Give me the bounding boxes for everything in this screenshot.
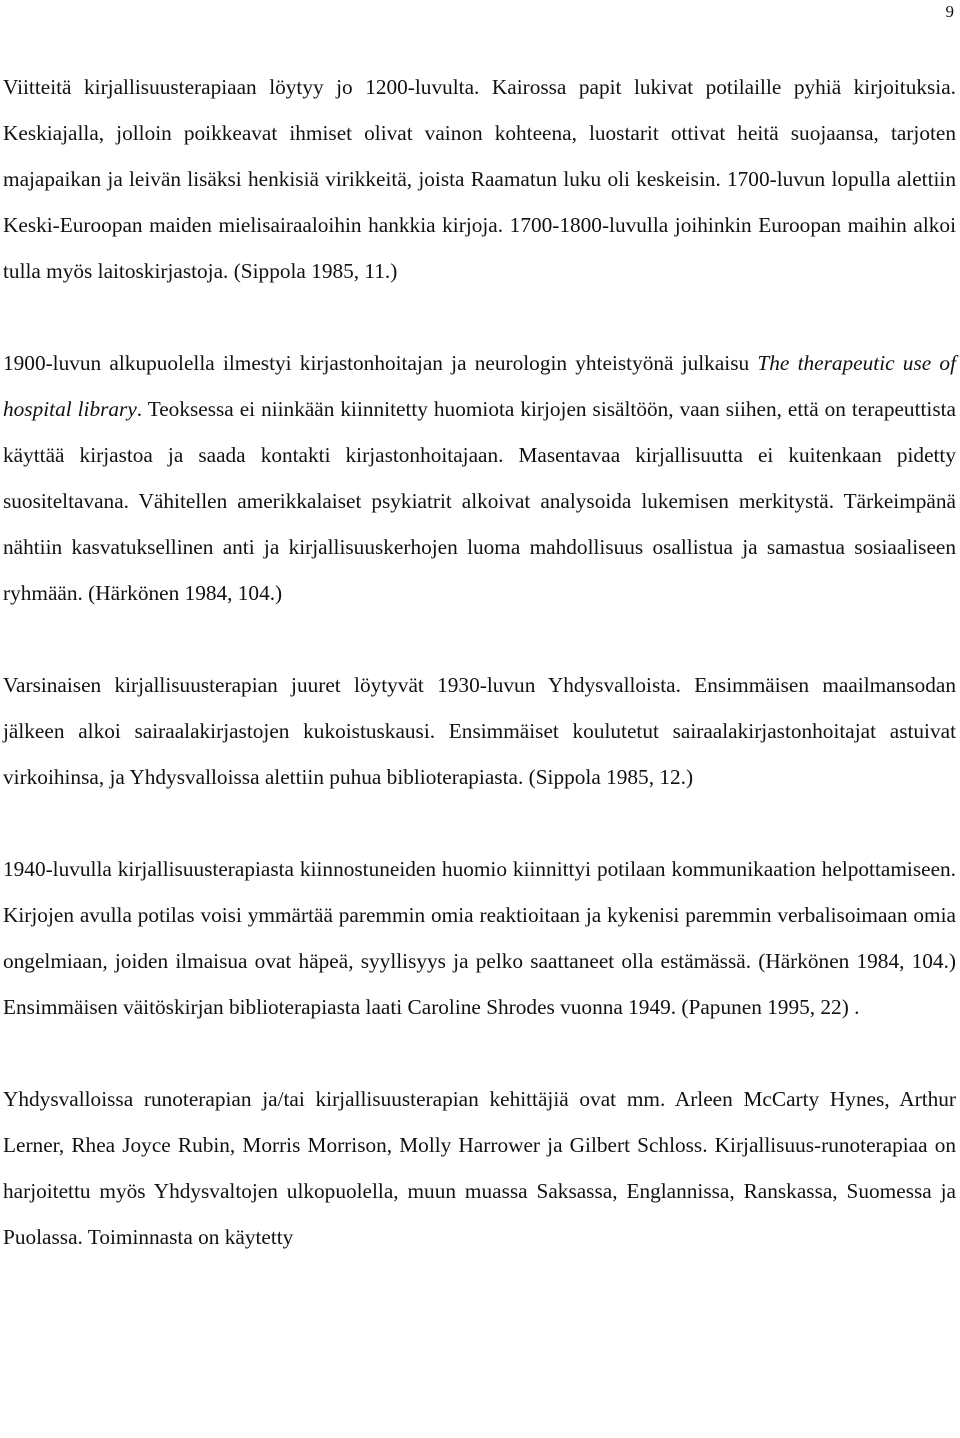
page-number: 9 [945, 2, 954, 21]
paragraph-early-1900s [3, 340, 956, 616]
paragraph-text: . Teoksessa ei niinkään kiinnitetty huomiota kirjojen sisältöön, vaan siihen, että on terapeuttista käyttää kirjastoa ja saada kontakti kirjastonhoitajaan. Masentavaa kirjallisuutta ei kuitenkaan pidetty suositeltavana. Vähitellen amerikkalaiset psykiatrit alkoivat analysoida lukemisen merkitystä. Tärkeimpänä nähtiin kasvatuksellinen anti ja kirjallisuuskerhojen luoma mahdollisuus osallistua ja samastua sosiaaliseen ryhmään. (Härkönen 1984, 104.) [3, 397, 956, 605]
publication-title: The therapeutic use of hospital library [3, 351, 956, 421]
paragraph-text: 1900-luvun alkupuolella ilmestyi kirjastonhoitajan ja neurologin yhteistyönä julkaisu [3, 351, 758, 375]
body-text [3, 64, 956, 1260]
paragraph-history-early: Viitteitä kirjallisuusterapiaan löytyy jo 1200-luvulta. Kairossa papit lukivat potilaille pyhiä kirjoituksia. Keskiajalla, jolloin poikkeavat ihmiset olivat vainon kohteena, luostarit ottivat heitä suojaansa, tarjoten majapaikan ja leivän lisäksi henkisiä virikkeitä, joista Raamatun luku oli keskeisin. 1700-luvun lopulla alettiin Keski-Euroopan maiden mielisairaaloihin hankkia kirjoja. 1700-1800-luvulla joihinkin Euroopan maihin alkoi tulla myös laitoskirjastoja. (Sippola 1985, 11.) [3, 75, 956, 283]
paragraph-1940s: 1940-luvulla kirjallisuusterapiasta kiinnostuneiden huomio kiinnittyi potilaan kommunikaation helpottamiseen. Kirjojen avulla potilas voisi ymmärtää paremmin omia reaktioitaan ja kykenisi paremmin verbalisoimaan omia ongelmiaan, joiden ilmaisua ovat häpeä, syyllisyys ja pelko saattaneet olla estämässä. (Härkönen 1984, 104.) Ensimmäisen väitöskirjan biblioterapiasta laati Caroline Shrodes vuonna 1949. (Papunen 1995, 22) . [3, 857, 956, 1019]
paragraph-1930s: Varsinaisen kirjallisuusterapian juuret löytyvät 1930-luvun Yhdysvalloista. Ensimmäisen maailmansodan jälkeen alkoi sairaalakirjastojen kukoistuskausi. Ensimmäiset koulutetut sairaalakirjastonhoitajat astuivat virkoihinsa, ja Yhdysvalloissa alettiin puhua biblioterapiasta. (Sippola 1985, 12.) [3, 673, 956, 789]
paragraph-developers: Yhdysvalloissa runoterapian ja/tai kirjallisuusterapian kehittäjiä ovat mm. Arleen McCarty Hynes, Arthur Lerner, Rhea Joyce Rubin, Morris Morrison, Molly Harrower ja Gilbert Schloss. Kirjallisuus-runoterapiaa on harjoitettu myös Yhdysvaltojen ulkopuolella, muun muassa Saksassa, Englannissa, Ranskassa, Suomessa ja Puolassa. Toiminnasta on käytetty [3, 1087, 956, 1249]
